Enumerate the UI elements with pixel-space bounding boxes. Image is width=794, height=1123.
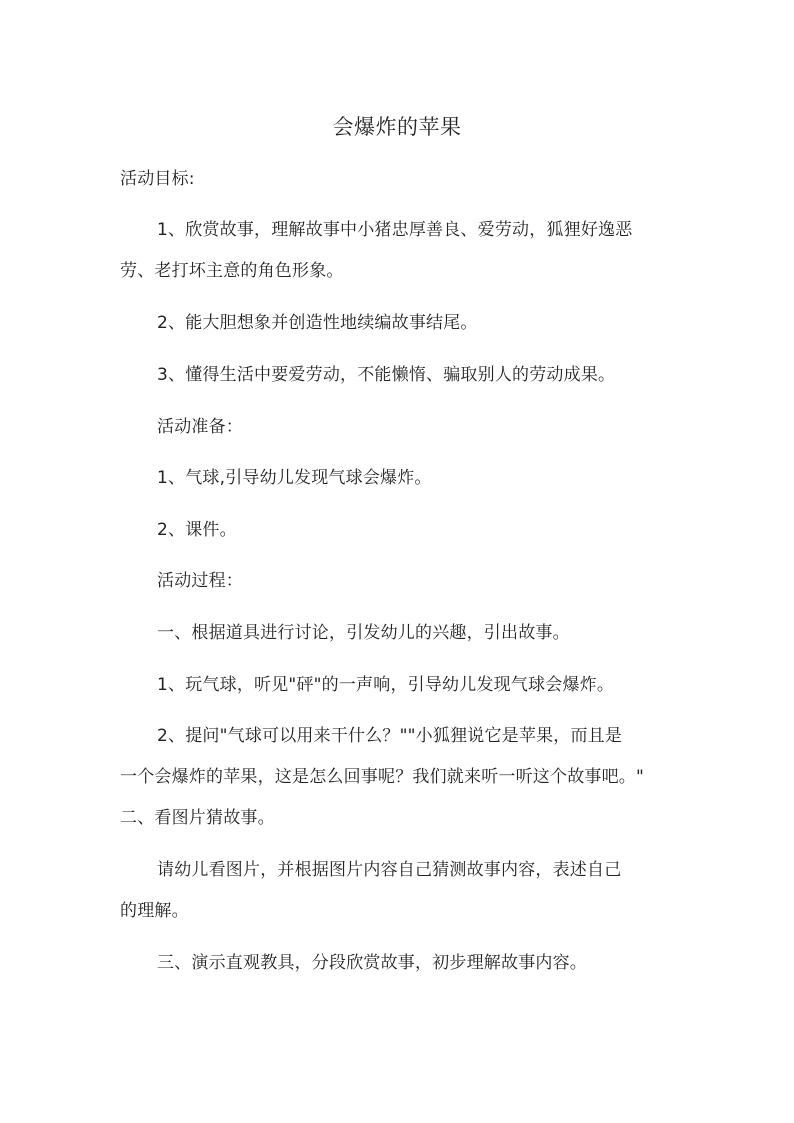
paragraph-line: 的理解。: [120, 901, 189, 921]
paragraph-line: 2、能大胆想象并创造性地续编故事结尾。: [157, 313, 478, 333]
section-heading-step-three: 三、演示直观教具，分段欣赏故事，初步理解故事内容。: [157, 953, 587, 973]
paragraph-line: 1、玩气球，听见"砰"的一声响，引导幼儿发现气球会爆炸。: [157, 675, 615, 695]
section-heading-step-two: 二、看图片猜故事。: [120, 808, 275, 828]
paragraph-line: 2、课件。: [157, 520, 237, 540]
paragraph-line: 1、欣赏故事，理解故事中小猪忠厚善良、爱劳动，狐狸好逸恶: [157, 220, 633, 240]
paragraph-line: 劳、老打坏主意的角色形象。: [120, 261, 344, 281]
paragraph-line: 1、气球,引导幼儿发现气球会爆炸。: [157, 468, 432, 488]
section-heading-goals: 活动目标:: [120, 169, 195, 189]
document-title: 会爆炸的苹果: [332, 115, 462, 139]
section-heading-process: 活动过程：: [157, 571, 243, 591]
section-heading-preparation: 活动准备：: [157, 417, 243, 437]
paragraph-line: 3、懂得生活中要爱劳动，不能懒惰、骗取别人的劳动成果。: [157, 365, 616, 385]
paragraph-line: 一个会爆炸的苹果，这是怎么回事呢？我们就来听一听这个故事吧。": [120, 767, 645, 787]
paragraph-line: 2、提问"气球可以用来干什么？""小狐狸说它是苹果，而且是: [157, 726, 623, 746]
paragraph-line: 请幼儿看图片，并根据图片内容自己猜测故事内容，表述自己: [157, 860, 622, 880]
paragraph-line: 一、根据道具进行讨论，引发幼儿的兴趣，引出故事。: [157, 623, 570, 643]
